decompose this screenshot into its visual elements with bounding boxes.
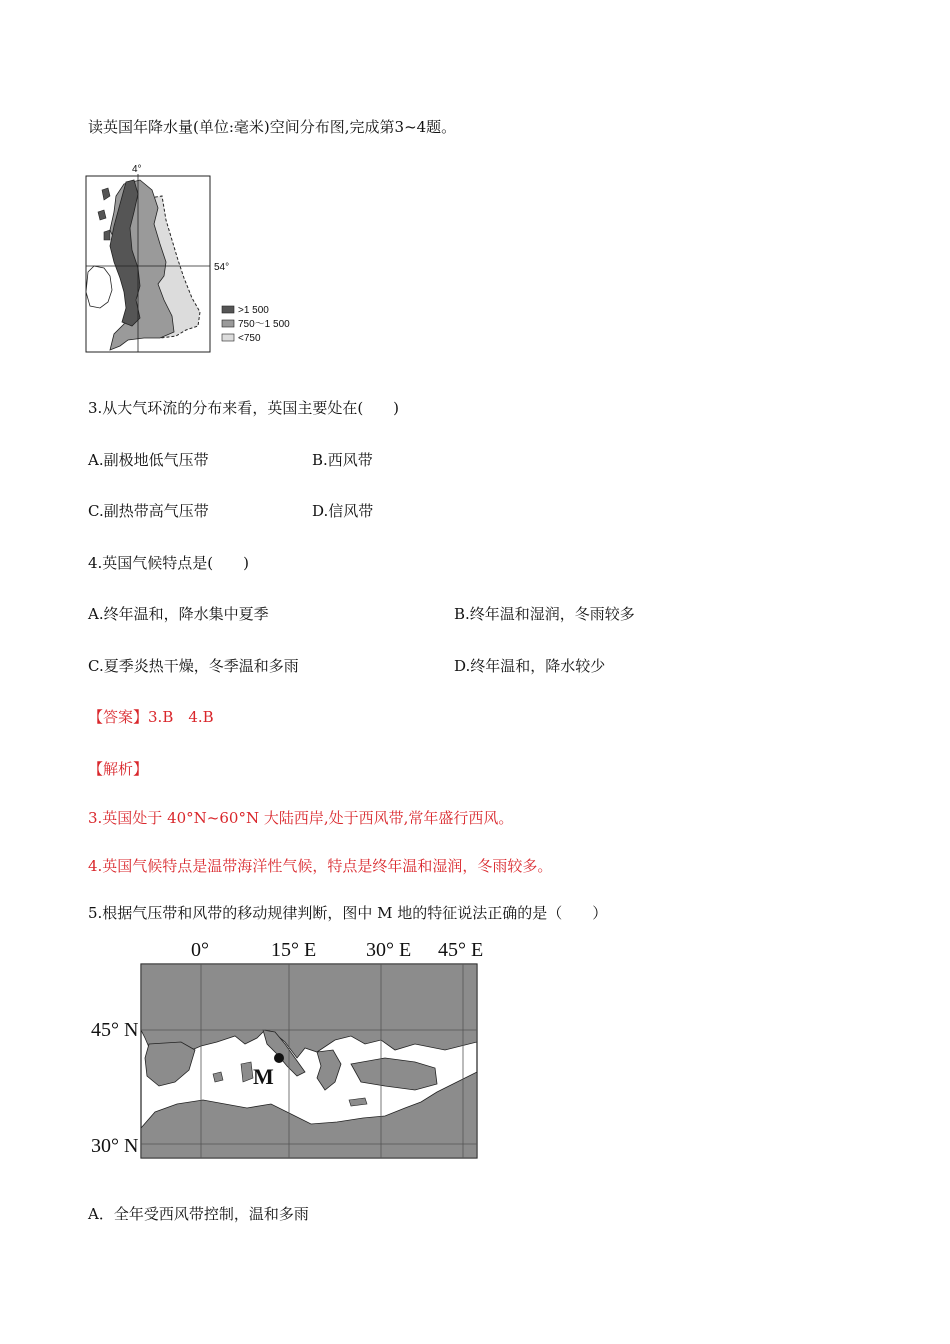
point-m-label: M <box>253 1064 274 1089</box>
q3-option-a: A.副极地低气压带 <box>88 451 209 469</box>
legend-label-low: <750 <box>238 333 261 344</box>
map-lon-0: 0° <box>191 939 209 961</box>
q4-option-a: A.终年温和，降水集中夏季 <box>88 605 269 623</box>
q3-option-b: B.西风带 <box>312 451 373 469</box>
analysis-line-4: 4.英国气候特点是温带海洋性气候，特点是终年温和湿润，冬雨较多。 <box>88 857 553 875</box>
region-ireland <box>86 266 112 308</box>
q3-option-d: D.信风带 <box>312 502 374 520</box>
map-lon-45e: 45° E <box>438 939 484 961</box>
legend-swatch-high <box>222 306 234 313</box>
q4-stem: 4.英国气候特点是( ) <box>88 554 250 572</box>
answer-line <box>88 707 214 727</box>
map-lat-45n: 45° N <box>91 1019 139 1041</box>
analysis-tag: 【解析】 <box>88 760 149 778</box>
uk-precipitation-map <box>80 160 310 360</box>
legend-swatch-mid <box>222 320 234 327</box>
q4-option-b: B.终年温和湿润，冬雨较多 <box>454 605 635 623</box>
map-lat-30n: 30° N <box>91 1135 139 1157</box>
region-islands <box>98 188 110 240</box>
legend-label-mid: 750～1 500 <box>238 319 290 330</box>
q4-option-c: C.夏季炎热干燥，冬季温和多雨 <box>88 657 299 675</box>
map-lon-label: 4° <box>132 164 142 175</box>
point-m-marker <box>274 1053 284 1063</box>
analysis-line-3: 3.英国处于 40°N~60°N 大陆西岸,处于西风带,常年盛行西风。 <box>88 809 514 827</box>
map-lon-15e: 15° E <box>271 939 317 961</box>
legend-swatch-low <box>222 334 234 341</box>
q5-option-a: A．全年受西风带控制，温和多雨 <box>88 1205 309 1223</box>
intro-text: 读英国年降水量(单位:毫米)空间分布图,完成第3~4题。 <box>88 118 457 136</box>
answer-tag: 【答案】 <box>88 708 149 726</box>
q4-option-d: D.终年温和，降水较少 <box>454 657 606 675</box>
legend-label-high: >1 500 <box>238 305 269 316</box>
q5-stem: 5.根据气压带和风带的移动规律判断，图中 M 地的特征说法正确的是（ ） <box>88 904 608 922</box>
map-lat-label: 54° <box>214 262 230 273</box>
answer-value: 3.B 4.B <box>148 708 214 726</box>
mediterranean-map <box>85 932 495 1168</box>
q3-stem: 3.从大气环流的分布来看，英国主要处在( ) <box>88 399 400 417</box>
map-lon-30e: 30° E <box>366 939 412 961</box>
q3-option-c: C.副热带高气压带 <box>88 502 209 520</box>
